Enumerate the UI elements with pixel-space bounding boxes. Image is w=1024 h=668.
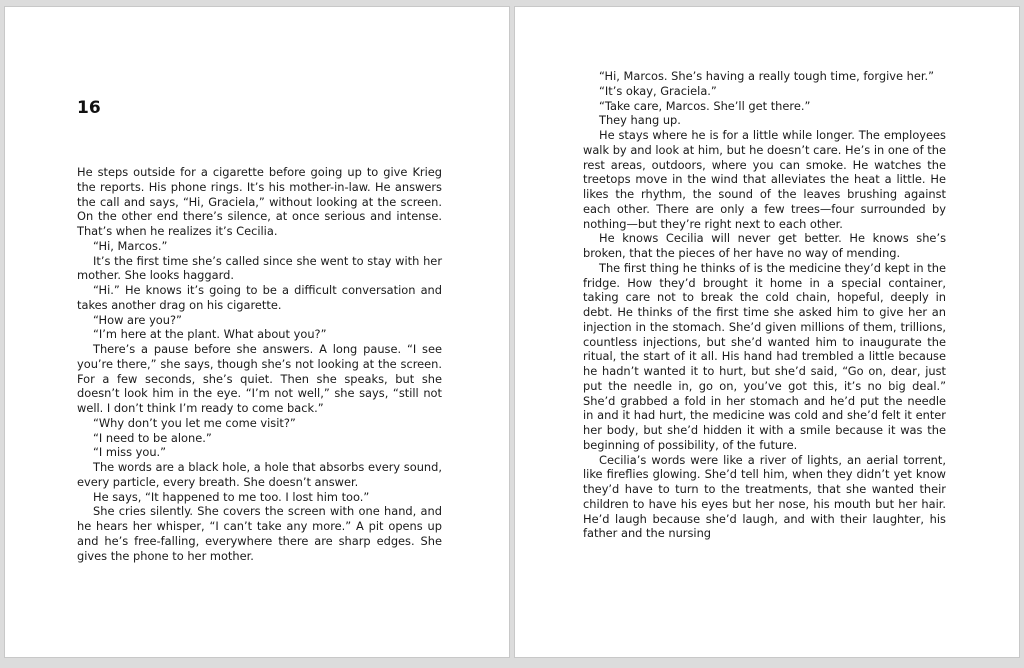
paragraph: The first thing he thinks of is the medicine they’d kept in the fridge. How they’d brought it home in a special container, taking care not to break the cold chain, hopeful, deeply in debt. He thinks of the first time she asked him to give her an injection in the stomach. She’d given millions of them, trillions, countless injections, but she’d wanted him to inaugurate the ritual, the start of it all. His hand had trembled a little because he hadn’t wanted it to hurt, but she’d said, “Go on, dear, just put the needle in, go on, you’ve got this, it’s no big deal.” She’d grabbed a fold in her stomach and he’d put the needle in and it had hurt, the medicine was cold and she’d felt it enter her body, but she’d hidden it with a smile because it was the beginning of possibility, of the future. bbox=[583, 260, 946, 452]
paragraph: “How are you?” bbox=[93, 312, 182, 327]
left-page bbox=[4, 6, 510, 658]
paragraph: She cries silently. She covers the screen with one hand, and he hears her whisper, “I can’t take any more.” A pit opens up and he’s free-falling, everywhere there are sharp edges. She gives the phone to her mother. bbox=[77, 504, 442, 563]
left-page-text bbox=[77, 165, 442, 563]
paragraph: He says, “It happened to me too. I lost him too.” bbox=[93, 489, 370, 504]
paragraph: “I need to be alone.” bbox=[93, 430, 212, 445]
paragraph: The words are a black hole, a hole that absorbs every sound, every particle, every breath. She doesn’t answer. bbox=[77, 460, 442, 489]
paragraph: “It’s okay, Graciela.” bbox=[599, 83, 717, 98]
paragraph: They hang up. bbox=[599, 113, 681, 128]
paragraph: Cecilia’s words were like a river of lights, an aerial torrent, like fireflies glowing. She’d tell him, when they didn’t yet know they’d have to turn to the treatments, that she wanted their children to have his eyes but her nose, his mouth but her hair. He’d laugh because she’d laugh, and with their laughter, his father and the nursing bbox=[583, 452, 946, 541]
paragraph: “Hi, Marcos.” bbox=[93, 238, 168, 253]
paragraph: “I miss you.” bbox=[93, 445, 167, 460]
chapter-heading: 16 bbox=[77, 98, 101, 118]
paragraph: He knows Cecilia will never get better. He knows she’s broken, that the pieces of her have no way of mending. bbox=[583, 231, 946, 260]
paragraph: “Hi.” He knows it’s going to be a difficult conversation and takes another drag on his cigarette. bbox=[77, 283, 442, 312]
paragraph: “Take care, Marcos. She’ll get there.” bbox=[599, 98, 811, 113]
right-page bbox=[514, 6, 1020, 658]
paragraph: There’s a pause before she answers. A long pause. “I see you’re there,” she says, though she’s not looking at the screen. For a few seconds, she’s quiet. Then she speaks, but she doesn’t look him in the eye. “I’m not well,” she says, “still not well. I don’t think I’m ready to come back.” bbox=[77, 342, 442, 415]
paragraph: He stays where he is for a little while longer. The employees walk by and look at him, but he doesn’t care. He’s in one of the rest areas, outdoors, where you can smoke. He watches the treetops move in the wind that alleviates the heat a little. He likes the rhythm, the sound of the leaves brushing against each other. There are only a few trees—four surrounded by nothing—but they’re right next to each other. bbox=[583, 128, 946, 231]
paragraph: He steps outside for a cigarette before going up to give Krieg the reports. His phone rings. It’s his mother-in-law. He answers the call and says, “Hi, Graciela,” without looking at the screen. On the other end there’s silence, at once serious and intense. That’s when he realizes it’s Cecilia. bbox=[77, 165, 442, 238]
paragraph: “Why don’t you let me come visit?” bbox=[93, 415, 296, 430]
right-page-text bbox=[583, 69, 946, 541]
paragraph: “Hi, Marcos. She’s having a really tough time, forgive her.” bbox=[599, 69, 935, 83]
paragraph: It’s the first time she’s called since she went to stay with her mother. She looks haggard. bbox=[77, 253, 442, 283]
paragraph: “I’m here at the plant. What about you?” bbox=[93, 327, 327, 342]
